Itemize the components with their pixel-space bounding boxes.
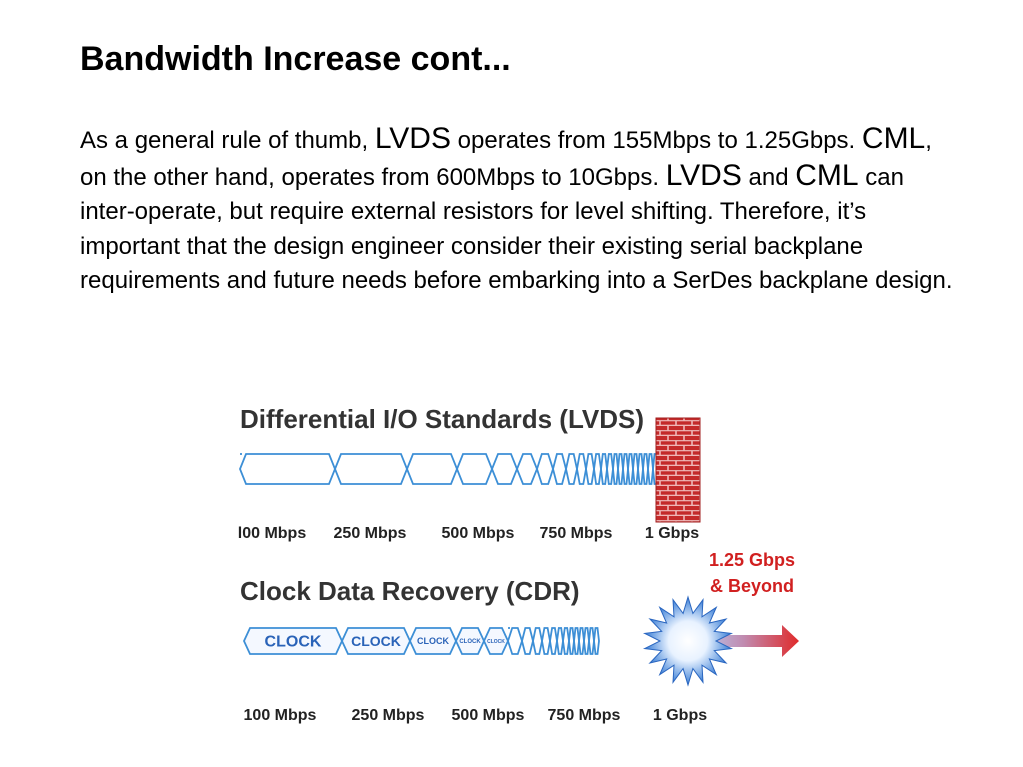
lvds-speed-label: 250 Mbps — [333, 525, 407, 542]
lvds-diagram-title: Differential I/O Standards (LVDS) — [240, 404, 645, 434]
signal-cell — [586, 454, 594, 484]
term-cml-2: CML — [795, 158, 859, 192]
cdr-speed-label: 1 Gbps — [652, 707, 708, 724]
signal-cell — [553, 454, 566, 484]
cdr-speed-label: 750 Mbps — [547, 707, 621, 724]
signal-cell — [407, 454, 457, 484]
signal-cell — [542, 628, 550, 654]
callout-line-2: & Beyond — [709, 576, 795, 596]
signal-cell — [537, 454, 553, 484]
cdr-signal-track — [244, 628, 599, 654]
signal-cell — [457, 454, 492, 484]
paragraph-text-2: operates from 155Mbps to 1.25Gbps. — [451, 127, 862, 154]
signal-cell — [522, 628, 533, 654]
cdr-diagram-title: Clock Data Recovery (CDR) — [240, 576, 580, 606]
paragraph-text-5: can inter-operate, but require external resistors for level shifting. Therefore, it’s important that the design engineer consider their existing serial backplane requirements and future needs before embarking into a SerDes backplane design. — [80, 163, 953, 294]
signal-cell — [566, 454, 577, 484]
cdr-speed-label: 100 Mbps — [243, 707, 317, 724]
clock-cell-label: CLOCK — [351, 632, 401, 649]
signal-cell — [550, 628, 557, 654]
signal-cell — [577, 454, 586, 484]
paragraph-text-4: and — [741, 163, 796, 191]
cdr-speed-labels — [244, 707, 708, 724]
clock-cell-label: CLOCK — [417, 636, 449, 647]
signal-cell — [533, 628, 542, 654]
brick-wall-icon — [656, 418, 700, 522]
lvds-speed-label: l00 Mbps — [237, 525, 307, 542]
lvds-speed-labels — [238, 525, 699, 542]
clock-cell-label: CLOCK — [459, 639, 481, 646]
term-lvds: LVDS — [374, 122, 451, 155]
signal-cell — [517, 454, 537, 484]
lvds-speed-label: 750 Mbps — [539, 525, 613, 542]
callout-line-1: 1.25 Gbps — [708, 550, 796, 570]
clock-cell-label: CLOCK — [487, 638, 505, 645]
lvds-speed-label: 1 Gbps — [644, 525, 700, 542]
lvds-speed-label: 500 Mbps — [441, 525, 515, 542]
term-lvds-2: LVDS — [665, 158, 742, 192]
cdr-speed-label: 500 Mbps — [451, 707, 525, 724]
signal-cell — [594, 454, 601, 484]
signal-cell — [240, 454, 335, 484]
bandwidth-diagram — [232, 396, 802, 731]
slide-title: Bandwidth Increase cont... — [80, 40, 511, 78]
lvds-signal-track — [240, 454, 658, 484]
paragraph-text-3: , on the other hand, operates from 600Mbps to 10Gbps. — [80, 127, 932, 191]
signal-cell — [508, 628, 522, 654]
paragraph-text-1: As a general rule of thumb, — [80, 127, 375, 154]
body-paragraph — [80, 122, 960, 299]
clock-cell-label: CLOCK — [264, 633, 322, 651]
term-cml: CML — [861, 122, 926, 155]
signal-cell — [594, 628, 599, 654]
signal-cell — [492, 454, 517, 484]
signal-cell — [335, 454, 407, 484]
cdr-speed-label: 250 Mbps — [351, 707, 425, 724]
